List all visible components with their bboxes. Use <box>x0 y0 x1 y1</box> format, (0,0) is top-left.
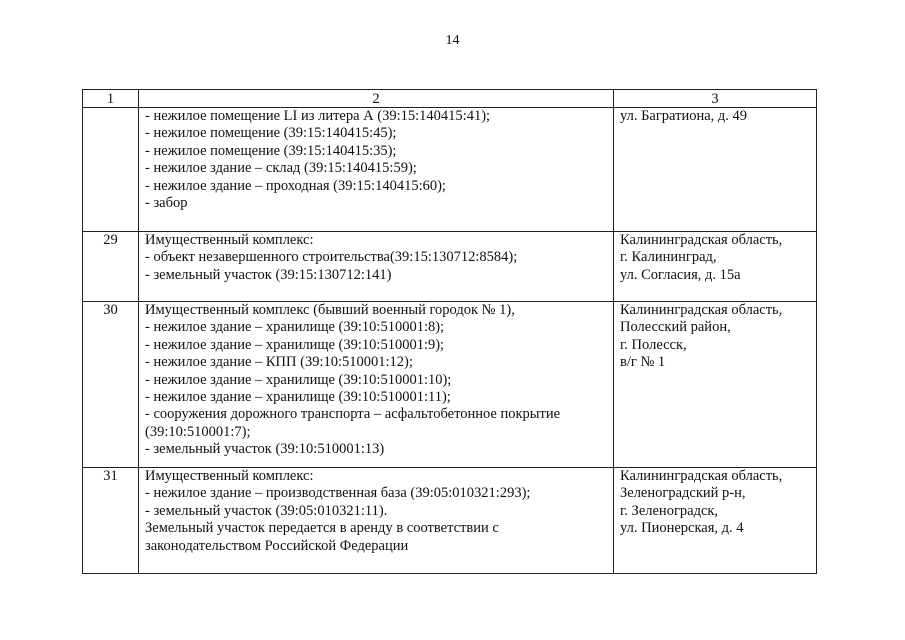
description-line: - нежилое здание – хранилище (39:10:510001:9); <box>145 336 445 353</box>
description-line: - нежилое здание – проходная (39:15:140415:60); <box>145 177 446 194</box>
object-description <box>139 232 614 302</box>
description-line: (39:10:510001:7); <box>145 423 251 440</box>
object-description <box>139 108 614 232</box>
description-line: Имущественный комплекс: <box>145 468 314 484</box>
row-number: 29 <box>83 232 139 302</box>
column-header-address: 3 <box>614 90 817 108</box>
address-line: ул. Багратиона, д. 49 <box>620 108 748 124</box>
column-header-description: 2 <box>139 90 614 108</box>
object-address <box>614 302 817 468</box>
object-address <box>614 232 817 302</box>
page-number: 14 <box>445 33 460 48</box>
address-line: ул. Согласия, д. 15а <box>620 266 741 283</box>
address-line: г. Полесск, <box>620 336 687 353</box>
description-line: - нежилое помещение (39:15:140415:45); <box>145 125 397 142</box>
row-number: 30 <box>83 302 139 468</box>
object-address <box>614 468 817 574</box>
description-line: - земельный участок (39:05:010321:11). <box>145 502 388 519</box>
table-row <box>83 232 817 302</box>
description-line: - нежилое здание – склад (39:15:140415:59); <box>145 160 417 177</box>
object-description <box>139 302 614 468</box>
description-line: Имущественный комплекс (бывший военный городок № 1), <box>145 302 515 318</box>
address-line: Калининградская область, <box>620 468 783 484</box>
description-line: Имущественный комплекс: <box>145 232 314 248</box>
row-number: 31 <box>83 468 139 574</box>
description-line: - сооружения дорожного транспорта – асфальтобетонное покрытие <box>145 406 561 423</box>
object-description <box>139 468 614 574</box>
description-line: - нежилое здание – производственная база (39:05:010321:293); <box>145 485 531 502</box>
description-line: Земельный участок передается в аренду в соответствии с <box>145 520 499 537</box>
description-line: - нежилое здание – КПП (39:10:510001:12); <box>145 354 413 371</box>
address-line: Калининградская область, <box>620 302 783 318</box>
description-line: - нежилое помещение (39:15:140415:35); <box>145 142 397 159</box>
description-line: - объект незавершенного строительства(39:15:130712:8584); <box>145 249 518 266</box>
address-line: Калининградская область, <box>620 232 783 248</box>
address-line: г. Зеленоградск, <box>620 502 719 519</box>
description-line: законодательством Российской Федерации <box>145 537 409 554</box>
property-table <box>82 89 817 574</box>
row-number <box>83 108 139 232</box>
address-line: Полесский район, <box>620 319 731 336</box>
description-line: - земельный участок (39:10:510001:13) <box>145 441 385 458</box>
object-address <box>614 108 817 232</box>
table-row <box>83 302 817 468</box>
address-line: в/г № 1 <box>620 354 666 371</box>
description-line: - нежилое здание – хранилище (39:10:510001:8); <box>145 319 445 336</box>
description-line: - забор <box>145 195 188 212</box>
description-line: - нежилое помещение LI из литера А (39:15:140415:41); <box>145 108 491 124</box>
description-line: - нежилое здание – хранилище (39:10:510001:10); <box>145 371 452 388</box>
address-line: г. Калининград, <box>620 249 717 266</box>
address-line: ул. Пионерская, д. 4 <box>620 520 744 537</box>
description-line: - нежилое здание – хранилище (39:10:510001:11); <box>145 389 451 406</box>
description-line: - земельный участок (39:15:130712:141) <box>145 266 392 283</box>
table-row <box>83 108 817 232</box>
address-line: Зеленоградский р-н, <box>620 485 746 502</box>
column-header-number: 1 <box>83 90 139 108</box>
table-row <box>83 468 817 574</box>
table-header-row <box>83 90 817 108</box>
